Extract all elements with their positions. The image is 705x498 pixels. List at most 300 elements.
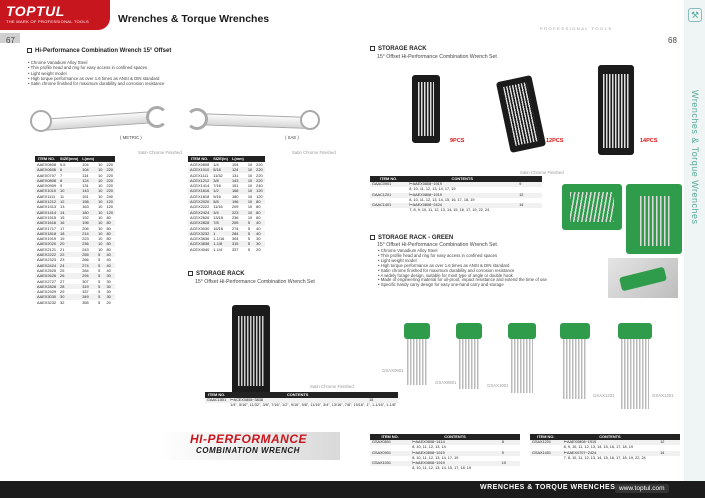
table-cell: 40 [106,257,111,263]
col-header: ITEM NO. [188,156,211,162]
table-cell: AAEX0707 [37,172,57,178]
rack-wrenches [418,82,434,136]
table-cell: ACEX4040 [190,246,210,252]
table-cell: 11/16 [213,204,223,210]
table-cell: 18 [58,231,80,236]
page-number-left: 67 [6,36,15,45]
table-cell: 5 [246,220,254,225]
table-cell: 10 [98,183,103,189]
green-subtitle: 15° Offset Hi-Performance Combination Wrench Set [377,242,497,248]
table-cell: 10 [98,209,103,215]
green-rack-10 [508,323,536,339]
table-cell: 124 [80,178,96,183]
table-cell: 80 [256,214,261,220]
table-cell: 168 [230,188,246,193]
green-rack-12 [560,323,590,339]
green-label: GSAX1001 [487,383,509,388]
table-cell: 143 [230,178,246,183]
table-cell: 255 [80,252,96,257]
table-cell: ACEX2020 [190,199,210,205]
table-cell: 131 [82,183,89,189]
rack-wrenches [459,339,479,389]
table-cell: 10 [247,193,253,199]
table-cell: 120 [106,209,113,215]
feature-item: • Satin chrome finished for maximum durability and corrosion resistance [28,81,165,87]
table-cell: 15 [60,214,65,220]
rack-wrenches [238,316,264,386]
table-cell: 104 [82,162,89,167]
rack-section-title: STORAGE RACK [370,46,427,52]
feature-item: • Light weight model [378,257,417,263]
table-cell: 120 [256,193,263,199]
table-cell: 10 [98,204,103,210]
feature-item: • Thin profile head and ring for easy access in confined spaces [378,252,498,258]
table-cell: AAEX1212 [37,199,57,205]
table-cell: AAEX1010 [37,188,57,194]
finish-note: Satin Chrome Finished [520,170,564,175]
table-cell: AAEX2323 [37,257,57,263]
table-cell: 337 [231,246,239,252]
table-cell: 40 [254,231,265,236]
table-cell: AAEX3232 [37,299,57,305]
col-header: SIZE(mm) [60,156,79,162]
table-cell: 7 [60,172,63,178]
table-cell: 274 [80,263,96,268]
table-cell: 3/4 [211,210,230,215]
table-cell: 124 [230,167,246,172]
table-cell: AAEX2222 [37,252,57,258]
table-cell: 220 [256,162,263,167]
sae-wrench-image [195,113,310,129]
green-table-right-wrap [530,434,680,461]
table-cell: 1-1/4 [213,246,223,252]
table-cell: 180 [231,193,239,199]
table-cell: 355 [82,299,89,305]
green-table-left: ITEM NO. CONTENTS GSAX0801 ⊢AAEX0808~1414 8 8, 10, 11, 12, 13, 14 GSAX0901 ⊢AAEX0808~1919 9 8, 10, 11, 12, 13, 14, 17, 19 GSAX1001 ⊢AAEX0808~1919 10 8, 10, 11, 12, 13, 14, 15, 17, 18, 19 [370,434,520,472]
col-header: SIZE(in) [213,156,228,162]
feature-item: • Light weight model [28,70,67,76]
table-cell: 10 [247,172,253,178]
table-cell: ACEX3636 [190,236,210,242]
table-cell: 23 [60,257,65,263]
rack-section-title: STORAGE RACK [188,271,245,277]
feature-item: • Satin chrome finished for maximum durability and corrosion resistance [378,267,515,273]
table-cell: 304 [231,236,239,242]
table-cell: 10 [98,230,103,236]
green-label: GSAX0901 [382,368,404,373]
table-cell: 206 [82,225,89,231]
green-label: GSAX0801 [435,380,457,385]
table-cell: 5 [98,278,101,284]
table-cell: 30 [106,278,111,284]
table-cell: 315 [230,241,246,246]
green-table-right: ITEM NO. CONTENTS GSAX1201 ⊢AAEX0808~1919 12 8, 9, 10, 11, 12, 13, 14, 15, 16, 17, 18, 19 GSAX1401 ⊢AAEX0707~2424 14 7, 8, 10, 11, 12, 13, 14, 15, 16, 17, 18, 19, 22, 24 [530,434,680,461]
table-cell: 10 [98,236,103,242]
page-number-right: 68 [668,36,677,45]
table-cell: AAEX1515 [37,214,57,220]
table-cell: 5 [96,252,104,257]
feature-item: • Chrome Vanadium Alloy Steel [28,60,88,65]
table-cell: 307 [82,278,89,284]
table-cell: 20 [106,299,111,305]
table-cell: 21 [60,246,65,252]
table-cell: 5 [246,241,254,246]
table-cell: AAEX2525 [37,267,57,273]
table-cell: 40 [256,225,261,231]
table-cell: AAEX2727 [37,278,57,284]
table-cell: 12 [58,199,80,204]
table-cell: 15/16 [213,225,223,231]
table-cell: 80 [256,204,261,210]
brand-logo: TOPTUL [6,3,65,19]
table-cell: 17 [60,225,65,231]
table-cell: AAEX3030 [37,294,57,300]
table-cell: 13 [60,204,65,210]
table-cell: 104 [80,167,96,172]
table-cell: 10 [98,167,103,173]
slogan-line-1: HI-PERFORMANCE [190,432,307,446]
table-cell: 10 [98,172,103,178]
table-cell: 255 [230,220,246,225]
checkbox-icon [370,235,375,240]
table-cell: 1/4 [213,162,219,167]
table-cell: ACEX1111 [190,172,209,178]
table-cell: 9/16 [213,193,221,199]
rack-table: ITEM NO. CONTENTS GAAC1501 ⊢ACEX0808~3838 15 1/4", 5/16", 11/32", 3/8", 7/16", 1/2", 9/16", 5/8", 11/16", 3/4", 13/16", 7/8", 15/16", 1", 1-1/16", 1-1/8" [207,392,397,408]
table-cell: 214 [80,231,96,236]
table-cell: 7/16 [213,183,221,189]
table-cell: 10 [98,246,103,252]
table-cell: ACEX1010 [190,167,210,173]
table-cell: 30 [58,294,80,299]
table-cell: 5 [247,225,251,231]
table-cell: 10 [247,209,253,215]
table-cell: 10 [98,193,103,199]
table-cell: 104 [231,162,239,167]
table-cell: 80 [104,241,115,246]
table-cell: 220 [106,162,113,167]
green-rack-8 [404,323,430,339]
table-cell: ACEX2828 [190,220,210,226]
table-cell: ACEX1818 [190,193,210,199]
table-cell: AAEX2626 [37,273,57,279]
green-rack-14 [618,323,652,339]
table-cell: ACEX2222 [190,204,210,210]
rack-wrenches [603,74,629,148]
table-cell: 5/16 [211,167,230,172]
rack-wrenches [640,196,670,246]
table-cell: 10 [98,214,103,220]
checkbox-icon [370,46,375,51]
table-cell: 5 [98,257,101,263]
finish-note: Satin Chrome Finished [310,384,354,389]
pcs-label: 14PCS [640,138,658,144]
table-cell: 11 [60,193,65,199]
table-cell: AAEX1717 [37,225,57,231]
table-cell: 13/16 [213,214,223,220]
table-cell: AAEX2424 [37,262,57,268]
table-cell: 220 [106,188,113,194]
table-cell: 10 [98,241,103,247]
table-cell: 196 [80,220,96,225]
table-cell: AAEX0808 [37,162,57,167]
sae-table [188,156,265,252]
rack-wrenches [570,192,614,222]
feature-item: • Thin profile head and ring for easy access in confined spaces [28,65,148,71]
footer-url-link[interactable]: www.toptul.com [615,484,669,493]
table-cell: 22 [58,252,80,257]
rack-contents-table-wrap [370,176,542,214]
rack-table-wrap [205,392,398,409]
table-cell: 120 [106,204,113,210]
table-cell: 40 [104,263,115,268]
table-cell: 337 [82,289,89,295]
table-cell: AAEX1414 [37,209,57,215]
table-cell: 11/32 [213,172,223,178]
table-cell: 151 [82,193,89,199]
finish-note: Satin Chrome Finished [138,150,182,155]
feature-item: • Made of engineering material for oil-proof, impact resistance and extend the time of use [378,277,547,283]
table-cell: AAEX2121 [37,246,57,252]
table-cell: 5 [246,231,254,236]
rack-wrenches [407,339,427,385]
table-cell: 5 [247,236,251,242]
side-tab [684,0,705,498]
table-cell: 10 [247,199,253,205]
table-cell: 26 [58,273,80,278]
rack-subtitle: 15° Offset Hi-Performance Combination Wrench Set [195,279,315,285]
feature-item: • A widely forage design, suitable for most type of angle or double hook [378,272,513,278]
table-cell: 80 [106,214,111,220]
table-cell: 1/2 [211,188,230,193]
table-cell: 220 [106,177,113,183]
feature-item: • Chrome Vanadium Alloy Steel [378,248,438,253]
feature-item: • Specific handy carry design for easy one-hand carry and storage [378,282,504,288]
table-row [188,247,265,252]
table-cell: 10 [247,162,253,167]
finish-note: Satin Chrome Finished [292,150,336,155]
table-cell: 5 [247,246,251,252]
table-cell: 32 [60,299,65,305]
table-cell: ACEX1616 [190,188,210,194]
table-cell: 10 [247,188,253,194]
table-cell: AAEX0606 [37,167,57,173]
table-cell: 19 [60,236,65,242]
table-cell: 158 [80,199,96,204]
table-cell: 1-1/16 [213,236,225,242]
table-cell: 10 [98,177,103,183]
table-cell: 30 [254,241,265,246]
feature-item: • High torque performance as over 1.6 times as ANSI & DIN standard [378,262,510,268]
brand-tagline: THE MARK OF PROFESSIONAL TOOLS [6,19,89,24]
table-cell: ACEX3030 [190,225,210,231]
green-feature-list [378,249,608,288]
col-header: L(mm) [231,156,244,162]
green-table-left-wrap [370,434,520,472]
table-cell: AAEX0808 [37,177,57,183]
table-cell: ACEX3838 [190,241,210,247]
table-cell: 319 [80,284,96,289]
table-cell: 10 [98,225,103,231]
table-cell: 40 [104,252,115,257]
table-cell: AAEX0909 [37,183,57,189]
table-cell: 151 [231,183,239,189]
green-rack-9 [456,323,482,339]
green-label: GSAX1401 [652,393,674,398]
table-cell: 29 [60,289,65,295]
table-row [35,300,115,305]
table-cell: ACEX2424 [190,209,210,215]
table-cell: 40 [254,220,265,225]
table-cell: ACEX1212 [190,177,210,183]
table-cell: 30 [256,236,261,242]
table-cell: 3/8 [211,178,230,183]
table-cell: 223 [82,236,89,242]
professional-tools-label: PROFESSIONAL TOOLS [540,26,613,31]
table-cell: 25 [60,267,65,273]
table-cell: 220 [256,177,263,183]
rack-contents-table: ITEM NO. CONTENTS GAAC0901 ⊢AAEX0808~1919 9 8, 10, 11, 12, 13, 14, 17, 19 GAAC1201 ⊢AAEX0808~1919 12 8, 10, 11, 12, 13, 14, 15, 16, 17, 18, 19 GAAC1401 ⊢AAEX0808~2424 14 7, 8, 9, 10, 11, 12, 13, 14, 15, 16, 17, 19, 22, 24 [370,176,542,214]
table-cell: 80 [254,199,265,204]
table-cell: AAEX2929 [37,289,57,295]
table-cell: 5 [98,299,101,305]
side-title: Wrenches & Torque Wrenches [690,90,700,225]
table-cell: ACEX0808 [190,162,210,167]
table-cell: 30 [104,294,115,299]
table-cell: 120 [256,188,263,194]
table-cell: 10 [247,183,253,189]
table-cell: 236 [231,214,239,220]
table-cell: 10 [98,188,103,194]
table-cell: 192 [82,214,89,220]
table-cell: 80 [106,236,111,242]
rack-subtitle: 15° Offset Hi-Performance Combination Wrench Set [377,54,497,60]
table-cell: 28 [58,284,80,289]
table-cell: 10 [98,199,103,205]
checkbox-icon [27,48,32,53]
table-cell: 6 [58,167,80,172]
table-cell: 220 [106,172,113,178]
table-cell: ACEX3232 [190,230,210,236]
table-cell: 266 [82,257,89,263]
table-cell: 24 [58,263,80,268]
table-cell: ACEX2626 [190,214,210,220]
table-cell: 284 [82,267,89,273]
wrench-open-end [186,108,208,130]
table-cell: 5 [98,289,101,295]
metric-label: ( METRIC ) [120,135,142,140]
table-cell: 20 [58,241,80,246]
table-cell: 220 [106,183,113,189]
metric-table [35,156,115,305]
sae-table-wrap [188,156,265,252]
checkbox-icon [188,271,193,276]
wrench-ring-end [30,110,52,132]
table-cell: 20 [256,246,261,252]
table-cell: 80 [104,220,115,225]
section-title: Hi-Performance Combination Wrench 15° Offset [27,48,171,54]
table-cell: 196 [230,199,246,204]
table-cell: 30 [104,273,115,278]
page-title: Wrenches & Torque Wrenches [118,13,270,25]
table-cell: 1 [211,231,230,236]
table-cell: 10 [247,204,253,210]
table-cell: 220 [106,167,113,173]
table-cell: 5 [96,294,104,299]
table-cell: 10 [247,167,253,173]
metric-table-wrap [35,156,115,305]
table-cell: 5 [96,284,104,289]
table-cell: 220 [256,167,263,173]
table-cell: 5 [96,263,104,268]
pcs-label: 9PCS [450,138,465,144]
table-cell: 40 [106,267,111,273]
table-cell: AAEX1313 [37,204,57,210]
table-cell: 131 [231,172,239,178]
table-cell: 236 [80,241,96,246]
feature-item: • High torque performance as over 1.6 times as ANSI & DIN standard [28,75,160,81]
table-cell: 80 [106,225,111,231]
green-label: GSAX1201 [593,393,615,398]
table-cell: 10 [58,188,80,193]
table-cell: 80 [104,231,115,236]
table-cell: 10 [247,214,253,220]
table-cell: 5.5 [60,162,66,167]
table-cell: AAEX1616 [37,220,57,226]
table-cell: 27 [60,278,65,284]
table-cell: AAEX2020 [37,241,57,247]
col-header: ITEM NO. [35,156,58,162]
table-cell: 10 [98,162,103,167]
table-cell: 240 [106,193,113,199]
pcs-label: 12PCS [546,138,564,144]
table-cell: 243 [82,246,89,252]
table-cell: 5/8 [211,199,230,204]
table-cell: AAEX1919 [37,236,57,242]
wrench-ring-end [300,110,320,130]
table-cell: 114 [82,172,89,178]
table-cell: 274 [231,225,239,231]
table-cell: 14 [58,210,80,215]
rack-wrenches [511,339,533,393]
table-cell: 30 [104,284,115,289]
feature-list [28,60,278,86]
table-cell: 120 [106,199,113,205]
table-cell: 143 [80,188,96,193]
table-cell: 163 [82,204,89,210]
table-cell: 7/8 [211,220,230,225]
wrench-icon: ⚒ [688,8,702,22]
table-cell: 16 [58,220,80,225]
table-cell: AAEX1111 [37,193,56,199]
sae-label: ( SAE ) [285,135,299,140]
table-cell: ACEX1414 [190,183,210,189]
table-cell: 223 [230,210,246,215]
green-section-title: STORAGE RACK - GREEN [370,235,453,241]
table-cell: AAEX2828 [37,283,57,289]
metric-wrench-image [38,111,159,131]
table-cell: 220 [256,172,263,178]
table-cell: 209 [231,204,239,210]
table-cell: 284 [230,231,246,236]
table-cell: 294 [80,273,96,278]
rack-wrenches [563,339,587,399]
table-cell: 30 [106,289,111,295]
table-cell: 10 [98,220,103,226]
rack-wrenches [621,339,649,409]
table-cell: 180 [80,210,96,215]
table-cell: AAEX1818 [37,230,57,236]
